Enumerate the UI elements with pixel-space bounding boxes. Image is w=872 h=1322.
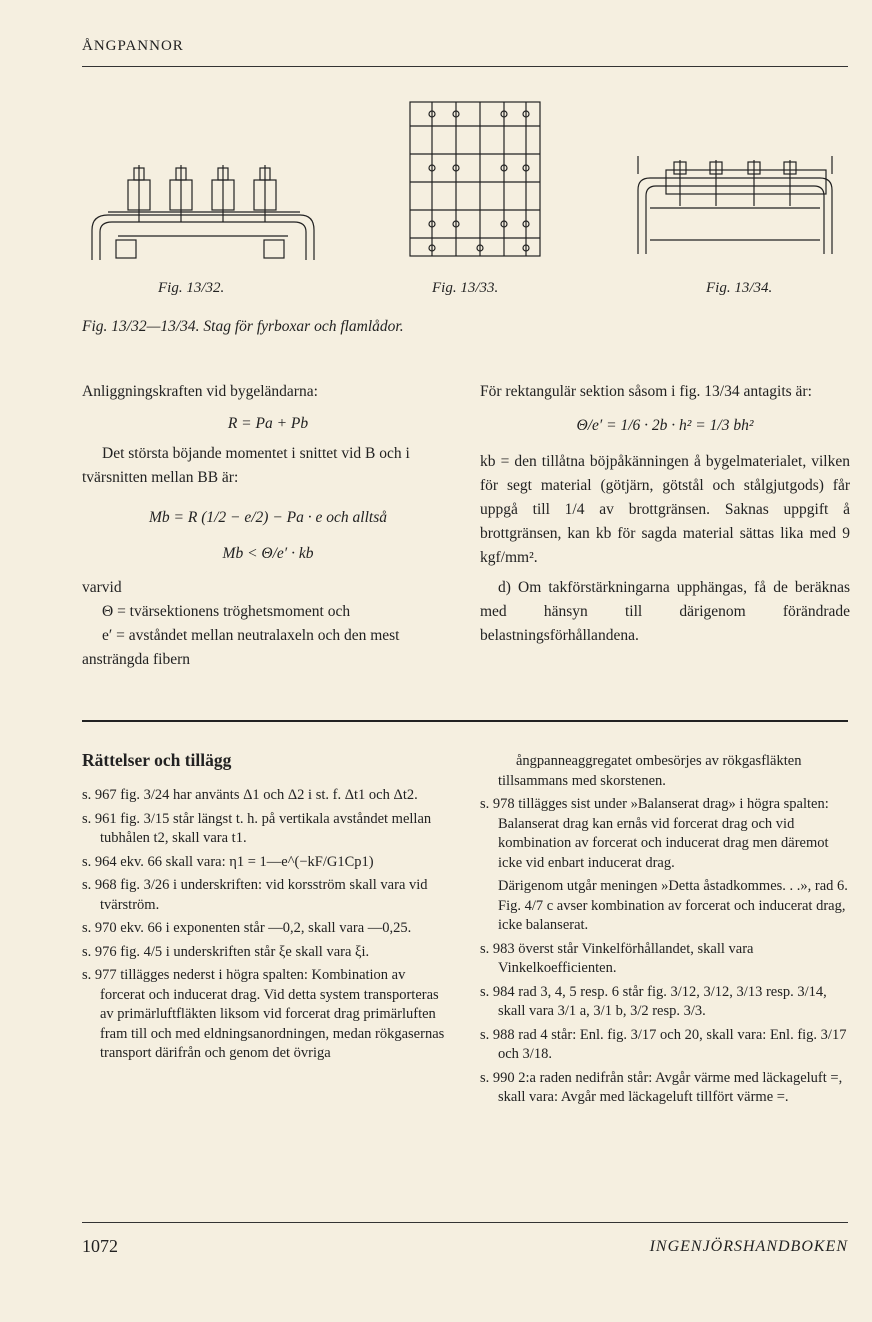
figure-13-33: [386, 98, 556, 263]
correction-continuation: Därigenom utgår meningen »Detta åstadkommes. . .», rad 6. Fig. 4/7 c avser kombination av forcerat och inducerat drag, icke balanserat.: [498, 878, 848, 933]
correction-item: s. 983 överst står Vinkelförhållandet, skall vara Vinkelkoefficienten.: [480, 940, 754, 976]
corrections-left: [82, 786, 454, 1068]
varvid: varvid: [82, 579, 122, 596]
correction-item: s. 978 tillägges sist under »Balanserat drag» i högra spalten: Balanserat drag kan ernås vid forcerat drag och vid kombination av forcerat och inducerat drag men däremot icke vid enbart inducerat drag.: [480, 796, 829, 871]
corrections-right: [480, 752, 850, 1112]
equation-r: R = Pa + Pb: [227, 415, 309, 432]
correction-item: s. 964 ekv. 66 skall vara: η1 = 1—e^(−kF/G1Cp1): [82, 853, 374, 870]
correction-item: s. 977 tillägges nederst i högra spalten: Kombination av forcerat och inducerat drag. Vid detta system transporteras av primärluftfläkten liksom vid forcerat drag primärluften fram till och med eldningsanordningen, medan rökgasernas transport därifrån och genom det övriga: [82, 967, 445, 1061]
correction-item: s. 976 fig. 4/5 i underskriften står ξe skall vara ξi.: [82, 943, 370, 960]
left-text-2: Det största böjande momentet i snittet vid B och i tvärsnitten mellan BB är:: [82, 445, 410, 486]
correction-item: s. 984 rad 3, 4, 5 resp. 6 står fig. 3/12, 3/12, 3/13 resp. 3/14, skall vara 3/1 a, 3/1 b, 3/2 resp. 3/3.: [480, 983, 827, 1019]
kb-definition: kb = den tillåtna böjpåkänningen å bygelmaterialet, vilken för segt material (götjärn, götstål och stålgjutgods) får uppgå till 1/4 av brottgränsen. Saknas uppgift å brottgränsen, kan kb för sagda material sättas lika med 9 kgf/mm².: [480, 453, 850, 566]
footer-rule: [82, 1222, 848, 1223]
right-intro: För rektangulär sektion såsom i fig. 13/34 antagits är:: [480, 383, 812, 400]
corrections-heading: Rättelser och tillägg: [82, 750, 232, 770]
definition-theta: Θ = tvärsektionens tröghetsmoment och: [102, 603, 351, 620]
correction-continuation: ångpanneaggregatet ombesörjes av rökgasfläkten tillsammans med skorstenen.: [498, 753, 802, 789]
right-column: [480, 380, 850, 648]
figure-label-13-33: Fig. 13/33.: [432, 280, 499, 296]
figure-label-13-32: Fig. 13/32.: [158, 280, 225, 296]
header-rule: [82, 66, 848, 67]
paragraph-d: d) Om takförstärkningarna upphängas, få de beräknas med hänsyn till därigenom förändrade belastningsförhållandena.: [480, 579, 850, 644]
equation-mb: Mb = R (1/2 − e/2) − Pa · e och alltså: [148, 509, 387, 526]
figure-label-13-34: Fig. 13/34.: [706, 280, 773, 296]
definition-e: e′ = avståndet mellan neutralaxeln och den mest ansträngda fibern: [82, 627, 400, 668]
correction-item: s. 968 fig. 3/26 i underskriften: vid korsström skall vara vid tvärström.: [82, 877, 428, 913]
book-title: INGENJÖRSHANDBOKEN: [649, 1238, 848, 1255]
left-column: [82, 380, 454, 672]
page-number: 1072: [82, 1236, 118, 1256]
left-intro: Anliggningskraften vid bygeländarna:: [82, 383, 318, 400]
figure-13-34: [630, 150, 840, 260]
figure-caption: Fig. 13/32—13/34. Stag för fyrboxar och flamlådor.: [82, 318, 404, 335]
running-header: ÅNGPANNOR: [82, 38, 184, 54]
figure-13-32: [88, 160, 320, 265]
section-rule: [82, 720, 848, 722]
correction-item: s. 967 fig. 3/24 har använts Δ1 och Δ2 i st. f. Δt1 och Δt2.: [82, 787, 418, 803]
correction-item: s. 961 fig. 3/15 står längst t. h. på vertikala avståndet mellan tubhålen t2, skall vara t1.: [82, 810, 432, 846]
correction-item: s. 988 rad 4 står: Enl. fig. 3/17 och 20, skall vara: Enl. fig. 3/17 och 3/18.: [480, 1026, 847, 1062]
correction-item: s. 990 2:a raden nedifrån står: Avgår värme med läckageluft =, skall vara: Avgår med läckageluft tillfört värme =.: [480, 1069, 843, 1105]
equation-mb-limit: Mb < Θ/e′ · kb: [222, 545, 314, 562]
equation-section-modulus: Θ/e′ = 1/6 · 2b · h² = 1/3 bh²: [576, 417, 754, 434]
correction-item: s. 970 ekv. 66 i exponenten står —0,2, skall vara —0,25.: [82, 920, 412, 936]
